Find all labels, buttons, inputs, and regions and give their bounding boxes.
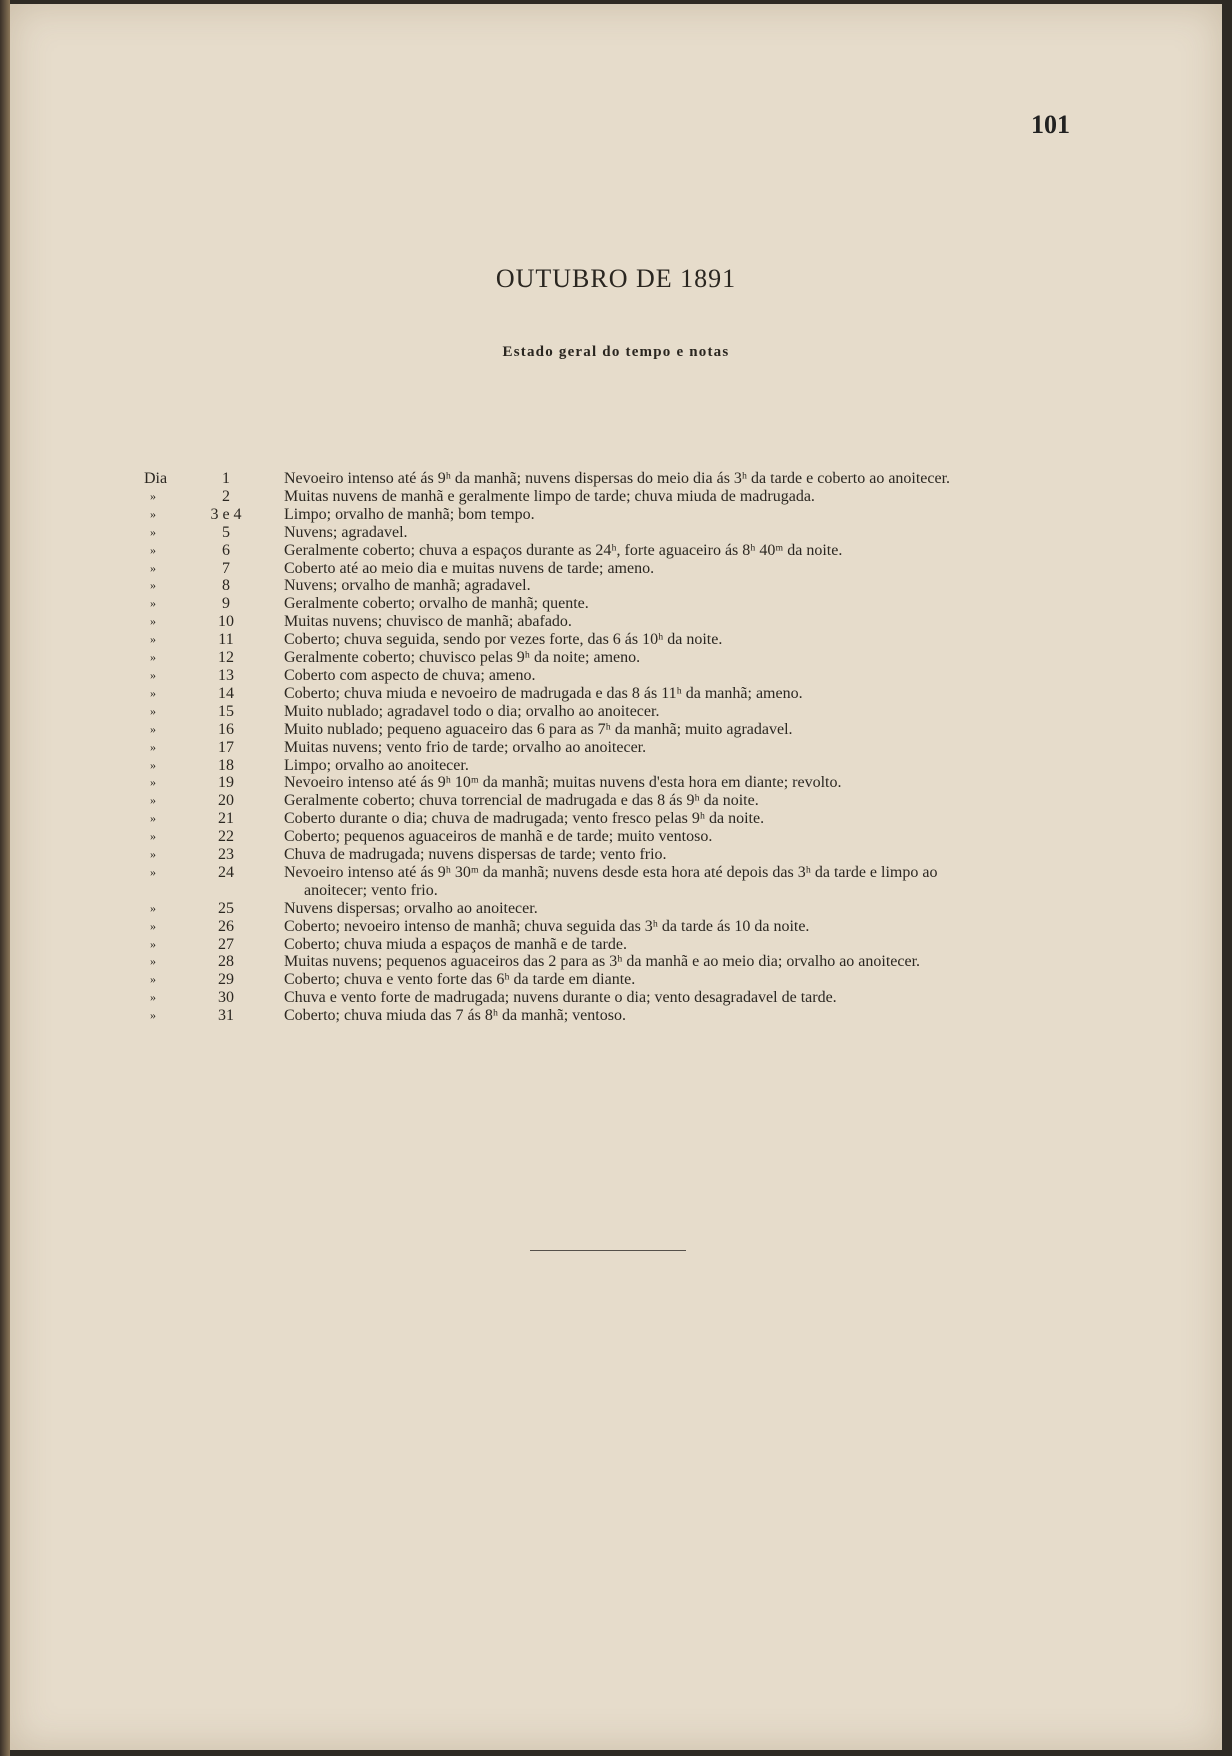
day-note: Nuvens; agradavel.	[284, 523, 408, 541]
list-item	[136, 542, 1096, 560]
day-note: Muitas nuvens; chuvisco de manhã; abafado.	[284, 613, 572, 631]
day-note: Nevoeiro intenso até ás 9ʰ 10ᵐ da manhã; muitas nuvens d'esta hora em diante; revolto.	[284, 774, 842, 792]
day-note: Muitas nuvens; pequenos aguaceiros das 2 para as 3ʰ da manhã e ao meio dia; orvalho ao anoitecer.	[284, 953, 921, 971]
day-label: »	[150, 703, 156, 718]
day-label: »	[150, 954, 156, 969]
day-label: »	[150, 775, 156, 790]
list-item	[136, 846, 1096, 864]
closing-rule	[530, 1250, 686, 1251]
day-note: Geralmente coberto; chuvisco pelas 9ʰ da noite; ameno.	[284, 649, 641, 667]
day-label: »	[150, 524, 156, 539]
day-note: Nuvens dispersas; orvalho ao anoitecer.	[284, 899, 538, 917]
day-number: 14	[218, 684, 234, 702]
day-note: Coberto; chuva miuda a espaços de manhã e de tarde.	[284, 935, 627, 953]
empty-cell	[136, 882, 198, 900]
list-item	[136, 1007, 1096, 1025]
list-item	[136, 721, 1096, 739]
day-number: 29	[218, 971, 234, 989]
day-note: Limpo; orvalho ao anoitecer.	[284, 756, 469, 774]
day-label: »	[150, 488, 156, 503]
day-number: 31	[218, 1007, 234, 1025]
day-number: 3 e 4	[210, 505, 242, 523]
day-number: 28	[218, 953, 234, 971]
day-note: Coberto; chuva seguida, sendo por vezes forte, das 6 ás 10ʰ da noite.	[284, 631, 723, 649]
day-note: Limpo; orvalho de manhã; bom tempo.	[284, 505, 535, 523]
day-note: Coberto com aspecto de chuva; ameno.	[284, 666, 536, 684]
page-title: OUTUBRO DE 1891	[495, 264, 737, 293]
list-item	[136, 667, 1096, 685]
day-number: 30	[218, 989, 234, 1007]
day-number: 15	[218, 702, 234, 720]
page-number: 101	[1031, 110, 1070, 139]
list-item	[136, 685, 1096, 703]
day-note: Coberto; chuva e vento forte das 6ʰ da tarde em diante.	[284, 971, 636, 989]
list-item	[136, 524, 1096, 542]
day-label: »	[150, 614, 156, 629]
day-note: Coberto até ao meio dia e muitas nuvens de tarde; ameno.	[284, 559, 655, 577]
list-item	[136, 774, 1096, 792]
book-spine-edge	[0, 0, 10, 1756]
day-note: Nevoeiro intenso até ás 9ʰ da manhã; nuvens dispersas do meio dia ás 3ʰ da tarde e coberto ao anoitecer.	[284, 470, 951, 487]
list-item	[136, 631, 1096, 649]
list-item	[136, 506, 1096, 524]
day-note-continuation: anoitecer; vento frio.	[304, 881, 438, 899]
list-item	[136, 613, 1096, 631]
day-number: 6	[222, 541, 230, 559]
day-note: Geralmente coberto; chuva torrencial de madrugada e das 8 ás 9ʰ da noite.	[284, 792, 759, 810]
list-item	[136, 953, 1096, 971]
day-label: Dia	[144, 470, 168, 487]
day-note: Muitas nuvens; vento frio de tarde; orvalho ao anoitecer.	[284, 738, 647, 756]
list-item	[136, 577, 1096, 595]
day-number: 8	[222, 577, 230, 595]
day-number: 10	[218, 613, 234, 631]
day-label: »	[150, 685, 156, 700]
list-item	[136, 864, 1096, 882]
day-note: Nevoeiro intenso até ás 9ʰ 30ᵐ da manhã; nuvens desde esta hora até depois das 3ʰ da tarde e limpo ao	[284, 863, 938, 881]
day-number: 24	[218, 863, 234, 881]
list-item	[136, 792, 1096, 810]
list-item	[136, 739, 1096, 757]
day-label: »	[150, 829, 156, 844]
list-item	[136, 918, 1096, 936]
day-note: Muito nublado; agradavel todo o dia; orvalho ao anoitecer.	[284, 702, 660, 720]
day-note: Nuvens; orvalho de manhã; agradavel.	[284, 577, 531, 595]
day-label: »	[150, 650, 156, 665]
day-label: »	[150, 936, 156, 951]
day-label: »	[150, 811, 156, 826]
day-label: »	[150, 757, 156, 772]
day-number: 9	[222, 595, 230, 613]
day-number: 17	[218, 738, 234, 756]
list-item	[136, 971, 1096, 989]
list-item	[136, 560, 1096, 578]
day-number: 19	[218, 774, 234, 792]
list-item	[136, 989, 1096, 1007]
weather-notes-list	[136, 470, 1096, 1025]
empty-cell	[198, 882, 254, 900]
day-number: 18	[218, 756, 234, 774]
list-item	[136, 900, 1096, 918]
day-note: Coberto; nevoeiro intenso de manhã; chuva seguida das 3ʰ da tarde ás 10 da noite.	[284, 917, 810, 935]
day-note: Chuva e vento forte de madrugada; nuvens durante o dia; vento desagradavel de tarde.	[284, 989, 837, 1007]
list-item	[136, 828, 1096, 846]
day-number: 16	[218, 720, 234, 738]
day-label: »	[150, 739, 156, 754]
list-item	[136, 595, 1096, 613]
page-subtitle: Estado geral do tempo e notas	[502, 344, 730, 360]
day-note: Chuva de madrugada; nuvens dispersas de tarde; vento frio.	[284, 846, 667, 864]
day-note: Muitas nuvens de manhã e geralmente limpo de tarde; chuva miuda de madrugada.	[284, 487, 815, 505]
day-number: 27	[218, 935, 234, 953]
list-item	[136, 488, 1096, 506]
day-number: 23	[218, 846, 234, 864]
day-label: »	[150, 900, 156, 915]
day-label: »	[150, 721, 156, 736]
day-label: »	[150, 990, 156, 1005]
day-note: Coberto; chuva miuda das 7 ás 8ʰ da manhã; ventoso.	[284, 1007, 626, 1025]
day-label: »	[150, 847, 156, 862]
day-number: 11	[218, 631, 234, 649]
day-number: 13	[218, 666, 234, 684]
day-number: 25	[218, 899, 234, 917]
list-item	[136, 936, 1096, 954]
list-item	[136, 757, 1096, 775]
day-note: Muito nublado; pequeno aguaceiro das 6 para as 7ʰ da manhã; muito agradavel.	[284, 720, 793, 738]
day-number: 1	[222, 470, 230, 487]
day-note: Coberto; pequenos aguaceiros de manhã e de tarde; muito ventoso.	[284, 828, 713, 846]
day-number: 20	[218, 792, 234, 810]
day-label: »	[150, 578, 156, 593]
day-note: Coberto durante o dia; chuva de madrugada; vento fresco pelas 9ʰ da noite.	[284, 810, 765, 828]
day-note: Geralmente coberto; chuva a espaços durante as 24ʰ, forte aguaceiro ás 8ʰ 40ᵐ da noite.	[284, 541, 843, 559]
day-label: »	[150, 667, 156, 682]
day-label: »	[150, 918, 156, 933]
day-label: »	[150, 560, 156, 575]
list-item	[136, 703, 1096, 721]
day-number: 12	[218, 649, 234, 667]
day-label: »	[150, 542, 156, 557]
document-page	[10, 4, 1222, 1750]
list-item-continuation	[136, 882, 1096, 900]
day-note: Geralmente coberto; orvalho de manhã; quente.	[284, 595, 589, 613]
day-label: »	[150, 793, 156, 808]
day-label: »	[150, 1008, 156, 1023]
day-number: 26	[218, 917, 234, 935]
day-label: »	[150, 596, 156, 611]
day-number: 7	[222, 559, 230, 577]
day-number: 22	[218, 828, 234, 846]
day-label: »	[150, 864, 156, 879]
list-item	[136, 810, 1096, 828]
day-number: 5	[222, 523, 230, 541]
day-label: »	[150, 972, 156, 987]
day-number: 21	[218, 810, 234, 828]
list-item	[136, 470, 1096, 488]
day-label: »	[150, 506, 156, 521]
day-number: 2	[222, 487, 230, 505]
day-label: »	[150, 632, 156, 647]
day-note: Coberto; chuva miuda e nevoeiro de madrugada e das 8 ás 11ʰ da manhã; ameno.	[284, 684, 803, 702]
list-item	[136, 649, 1096, 667]
